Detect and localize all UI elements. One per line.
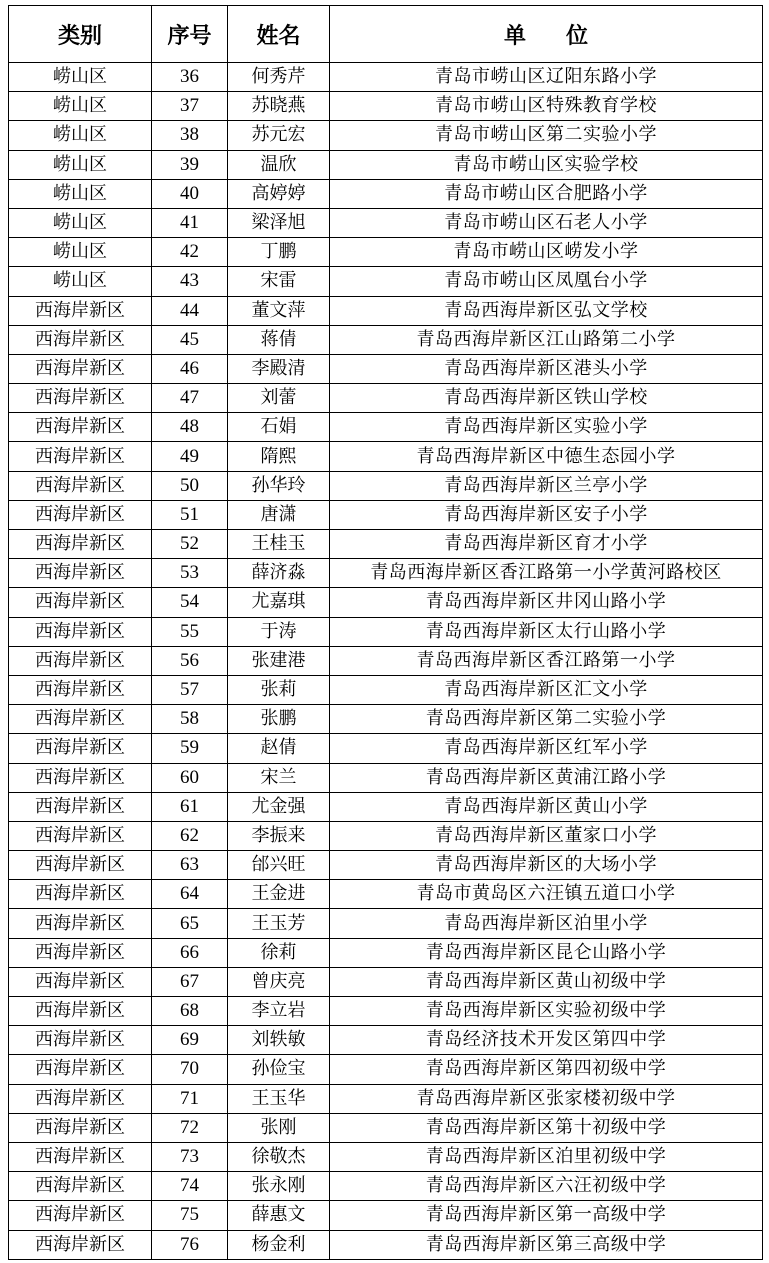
table-row [9,238,763,267]
cell-unit: 青岛西海岸新区育才小学 [330,530,763,559]
cell-name: 徐敬杰 [228,1142,330,1171]
cell-unit: 青岛西海岸新区香江路第一小学 [330,646,763,675]
cell-number: 38 [152,121,228,150]
cell-unit: 青岛市崂山区石老人小学 [330,208,763,237]
cell-number: 61 [152,792,228,821]
cell-unit: 青岛西海岸新区第三高级中学 [330,1230,763,1259]
cell-name: 李殿清 [228,354,330,383]
table-row [9,442,763,471]
cell-number: 45 [152,325,228,354]
table-row [9,1084,763,1113]
cell-number: 55 [152,617,228,646]
cell-number: 70 [152,1055,228,1084]
table-row [9,530,763,559]
cell-category: 西海岸新区 [9,938,152,967]
header-category: 类别 [9,6,152,63]
table-row [9,851,763,880]
cell-name: 尤金强 [228,792,330,821]
cell-number: 39 [152,150,228,179]
cell-number: 36 [152,63,228,92]
cell-name: 孙华玲 [228,471,330,500]
cell-category: 西海岸新区 [9,675,152,704]
cell-number: 54 [152,588,228,617]
cell-number: 68 [152,997,228,1026]
cell-category: 西海岸新区 [9,1084,152,1113]
cell-unit: 青岛市黄岛区六汪镇五道口小学 [330,880,763,909]
cell-unit: 青岛市崂山区第二实验小学 [330,121,763,150]
table-row [9,121,763,150]
cell-number: 69 [152,1026,228,1055]
cell-number: 63 [152,851,228,880]
cell-name: 何秀芹 [228,63,330,92]
table-row [9,821,763,850]
cell-category: 西海岸新区 [9,646,152,675]
cell-category: 西海岸新区 [9,1055,152,1084]
cell-unit: 青岛西海岸新区港头小学 [330,354,763,383]
table-header [9,6,763,63]
cell-category: 西海岸新区 [9,821,152,850]
cell-name: 徐莉 [228,938,330,967]
cell-category: 西海岸新区 [9,354,152,383]
table-row [9,92,763,121]
table-row [9,763,763,792]
table-row [9,1113,763,1142]
cell-name: 温欣 [228,150,330,179]
cell-unit: 青岛西海岸新区黄浦江路小学 [330,763,763,792]
cell-number: 58 [152,705,228,734]
header-name: 姓名 [228,6,330,63]
cell-category: 西海岸新区 [9,1026,152,1055]
cell-unit: 青岛西海岸新区黄山小学 [330,792,763,821]
table-row [9,1172,763,1201]
cell-unit: 青岛经济技术开发区第四中学 [330,1026,763,1055]
cell-unit: 青岛市崂山区辽阳东路小学 [330,63,763,92]
cell-name: 刘蕾 [228,384,330,413]
cell-unit: 青岛西海岸新区实验初级中学 [330,997,763,1026]
cell-unit: 青岛市崂山区实验学校 [330,150,763,179]
table-row [9,938,763,967]
cell-number: 75 [152,1201,228,1230]
cell-unit: 青岛西海岸新区弘文学校 [330,296,763,325]
cell-name: 王桂玉 [228,530,330,559]
cell-unit: 青岛市崂山区特殊教育学校 [330,92,763,121]
table-row [9,909,763,938]
cell-category: 崂山区 [9,208,152,237]
cell-name: 邰兴旺 [228,851,330,880]
cell-name: 刘轶敏 [228,1026,330,1055]
cell-name: 苏晓燕 [228,92,330,121]
cell-number: 37 [152,92,228,121]
table-row [9,354,763,383]
cell-number: 66 [152,938,228,967]
cell-unit: 青岛西海岸新区香江路第一小学黄河路校区 [330,559,763,588]
table-row [9,588,763,617]
cell-category: 崂山区 [9,92,152,121]
cell-unit: 青岛西海岸新区昆仑山路小学 [330,938,763,967]
cell-number: 64 [152,880,228,909]
cell-number: 65 [152,909,228,938]
cell-number: 62 [152,821,228,850]
cell-name: 尤嘉琪 [228,588,330,617]
cell-number: 56 [152,646,228,675]
cell-unit: 青岛西海岸新区第一高级中学 [330,1201,763,1230]
cell-unit: 青岛西海岸新区张家楼初级中学 [330,1084,763,1113]
table-row [9,792,763,821]
cell-category: 西海岸新区 [9,909,152,938]
cell-name: 张刚 [228,1113,330,1142]
table-row [9,705,763,734]
table-row [9,675,763,704]
cell-category: 西海岸新区 [9,880,152,909]
table-row [9,1201,763,1230]
cell-unit: 青岛西海岸新区董家口小学 [330,821,763,850]
table-row [9,734,763,763]
cell-category: 崂山区 [9,238,152,267]
cell-number: 52 [152,530,228,559]
cell-number: 71 [152,1084,228,1113]
roster-table [8,5,763,1260]
cell-category: 西海岸新区 [9,1230,152,1259]
cell-category: 西海岸新区 [9,967,152,996]
cell-name: 苏元宏 [228,121,330,150]
cell-number: 47 [152,384,228,413]
cell-name: 张莉 [228,675,330,704]
cell-number: 44 [152,296,228,325]
cell-name: 丁鹏 [228,238,330,267]
cell-unit: 青岛西海岸新区红军小学 [330,734,763,763]
table-row [9,880,763,909]
cell-name: 曾庆亮 [228,967,330,996]
cell-name: 蒋倩 [228,325,330,354]
cell-unit: 青岛西海岸新区第十初级中学 [330,1113,763,1142]
cell-category: 西海岸新区 [9,384,152,413]
table-row [9,325,763,354]
cell-number: 46 [152,354,228,383]
cell-name: 杨金利 [228,1230,330,1259]
cell-name: 张永刚 [228,1172,330,1201]
cell-name: 宋兰 [228,763,330,792]
cell-number: 73 [152,1142,228,1171]
cell-category: 西海岸新区 [9,792,152,821]
cell-unit: 青岛市崂山区崂发小学 [330,238,763,267]
cell-name: 赵倩 [228,734,330,763]
cell-number: 74 [152,1172,228,1201]
table-row [9,1026,763,1055]
table-row [9,1142,763,1171]
cell-unit: 青岛市崂山区凤凰台小学 [330,267,763,296]
cell-category: 西海岸新区 [9,588,152,617]
table-row [9,471,763,500]
cell-number: 43 [152,267,228,296]
cell-unit: 青岛西海岸新区第二实验小学 [330,705,763,734]
cell-name: 梁泽旭 [228,208,330,237]
cell-category: 西海岸新区 [9,296,152,325]
cell-name: 王金进 [228,880,330,909]
table-row [9,559,763,588]
cell-unit: 青岛西海岸新区泊里小学 [330,909,763,938]
cell-unit: 青岛西海岸新区井冈山路小学 [330,588,763,617]
cell-name: 宋雷 [228,267,330,296]
cell-category: 西海岸新区 [9,471,152,500]
table-row [9,413,763,442]
cell-number: 53 [152,559,228,588]
table-row [9,967,763,996]
cell-category: 崂山区 [9,150,152,179]
table-row [9,500,763,529]
cell-number: 51 [152,500,228,529]
cell-number: 57 [152,675,228,704]
cell-name: 孙俭宝 [228,1055,330,1084]
cell-category: 西海岸新区 [9,1201,152,1230]
cell-unit: 青岛西海岸新区太行山路小学 [330,617,763,646]
cell-name: 李振来 [228,821,330,850]
cell-category: 西海岸新区 [9,734,152,763]
cell-number: 67 [152,967,228,996]
cell-unit: 青岛市崂山区合肥路小学 [330,179,763,208]
table-body [9,63,763,1260]
cell-category: 西海岸新区 [9,500,152,529]
cell-name: 王玉芳 [228,909,330,938]
header-number: 序号 [152,6,228,63]
table-row [9,1055,763,1084]
cell-unit: 青岛西海岸新区泊里初级中学 [330,1142,763,1171]
cell-unit: 青岛西海岸新区安子小学 [330,500,763,529]
cell-unit: 青岛西海岸新区实验小学 [330,413,763,442]
cell-number: 50 [152,471,228,500]
cell-unit: 青岛西海岸新区第四初级中学 [330,1055,763,1084]
cell-name: 唐潇 [228,500,330,529]
cell-category: 西海岸新区 [9,1142,152,1171]
cell-name: 于涛 [228,617,330,646]
table-row [9,63,763,92]
table-row [9,179,763,208]
cell-name: 董文萍 [228,296,330,325]
cell-category: 西海岸新区 [9,442,152,471]
cell-category: 西海岸新区 [9,413,152,442]
cell-unit: 青岛西海岸新区铁山学校 [330,384,763,413]
cell-name: 王玉华 [228,1084,330,1113]
table-row [9,617,763,646]
cell-category: 西海岸新区 [9,325,152,354]
table-row [9,150,763,179]
table-row [9,267,763,296]
cell-category: 西海岸新区 [9,705,152,734]
cell-name: 李立岩 [228,997,330,1026]
cell-unit: 青岛西海岸新区江山路第二小学 [330,325,763,354]
cell-category: 西海岸新区 [9,1113,152,1142]
cell-unit: 青岛西海岸新区六汪初级中学 [330,1172,763,1201]
cell-category: 西海岸新区 [9,851,152,880]
cell-unit: 青岛西海岸新区黄山初级中学 [330,967,763,996]
cell-category: 崂山区 [9,179,152,208]
cell-category: 崂山区 [9,121,152,150]
cell-name: 高婷婷 [228,179,330,208]
cell-name: 石娟 [228,413,330,442]
cell-number: 41 [152,208,228,237]
cell-unit: 青岛西海岸新区的大场小学 [330,851,763,880]
header-row [9,6,763,63]
cell-category: 崂山区 [9,267,152,296]
table-row [9,997,763,1026]
cell-number: 60 [152,763,228,792]
cell-name: 薛惠文 [228,1201,330,1230]
table-row [9,208,763,237]
table-row [9,1230,763,1259]
table-row [9,296,763,325]
cell-name: 薛济淼 [228,559,330,588]
cell-unit: 青岛西海岸新区中德生态园小学 [330,442,763,471]
cell-unit: 青岛西海岸新区汇文小学 [330,675,763,704]
cell-category: 西海岸新区 [9,530,152,559]
cell-unit: 青岛西海岸新区兰亭小学 [330,471,763,500]
cell-number: 42 [152,238,228,267]
cell-category: 西海岸新区 [9,617,152,646]
table-row [9,384,763,413]
cell-number: 72 [152,1113,228,1142]
cell-name: 张鹏 [228,705,330,734]
cell-number: 76 [152,1230,228,1259]
table-row [9,646,763,675]
cell-category: 西海岸新区 [9,1172,152,1201]
cell-number: 59 [152,734,228,763]
cell-number: 40 [152,179,228,208]
cell-category: 西海岸新区 [9,763,152,792]
cell-name: 隋熙 [228,442,330,471]
cell-number: 48 [152,413,228,442]
cell-number: 49 [152,442,228,471]
header-unit: 单位 [330,6,763,63]
cell-category: 西海岸新区 [9,559,152,588]
cell-category: 西海岸新区 [9,997,152,1026]
cell-category: 崂山区 [9,63,152,92]
cell-name: 张建港 [228,646,330,675]
